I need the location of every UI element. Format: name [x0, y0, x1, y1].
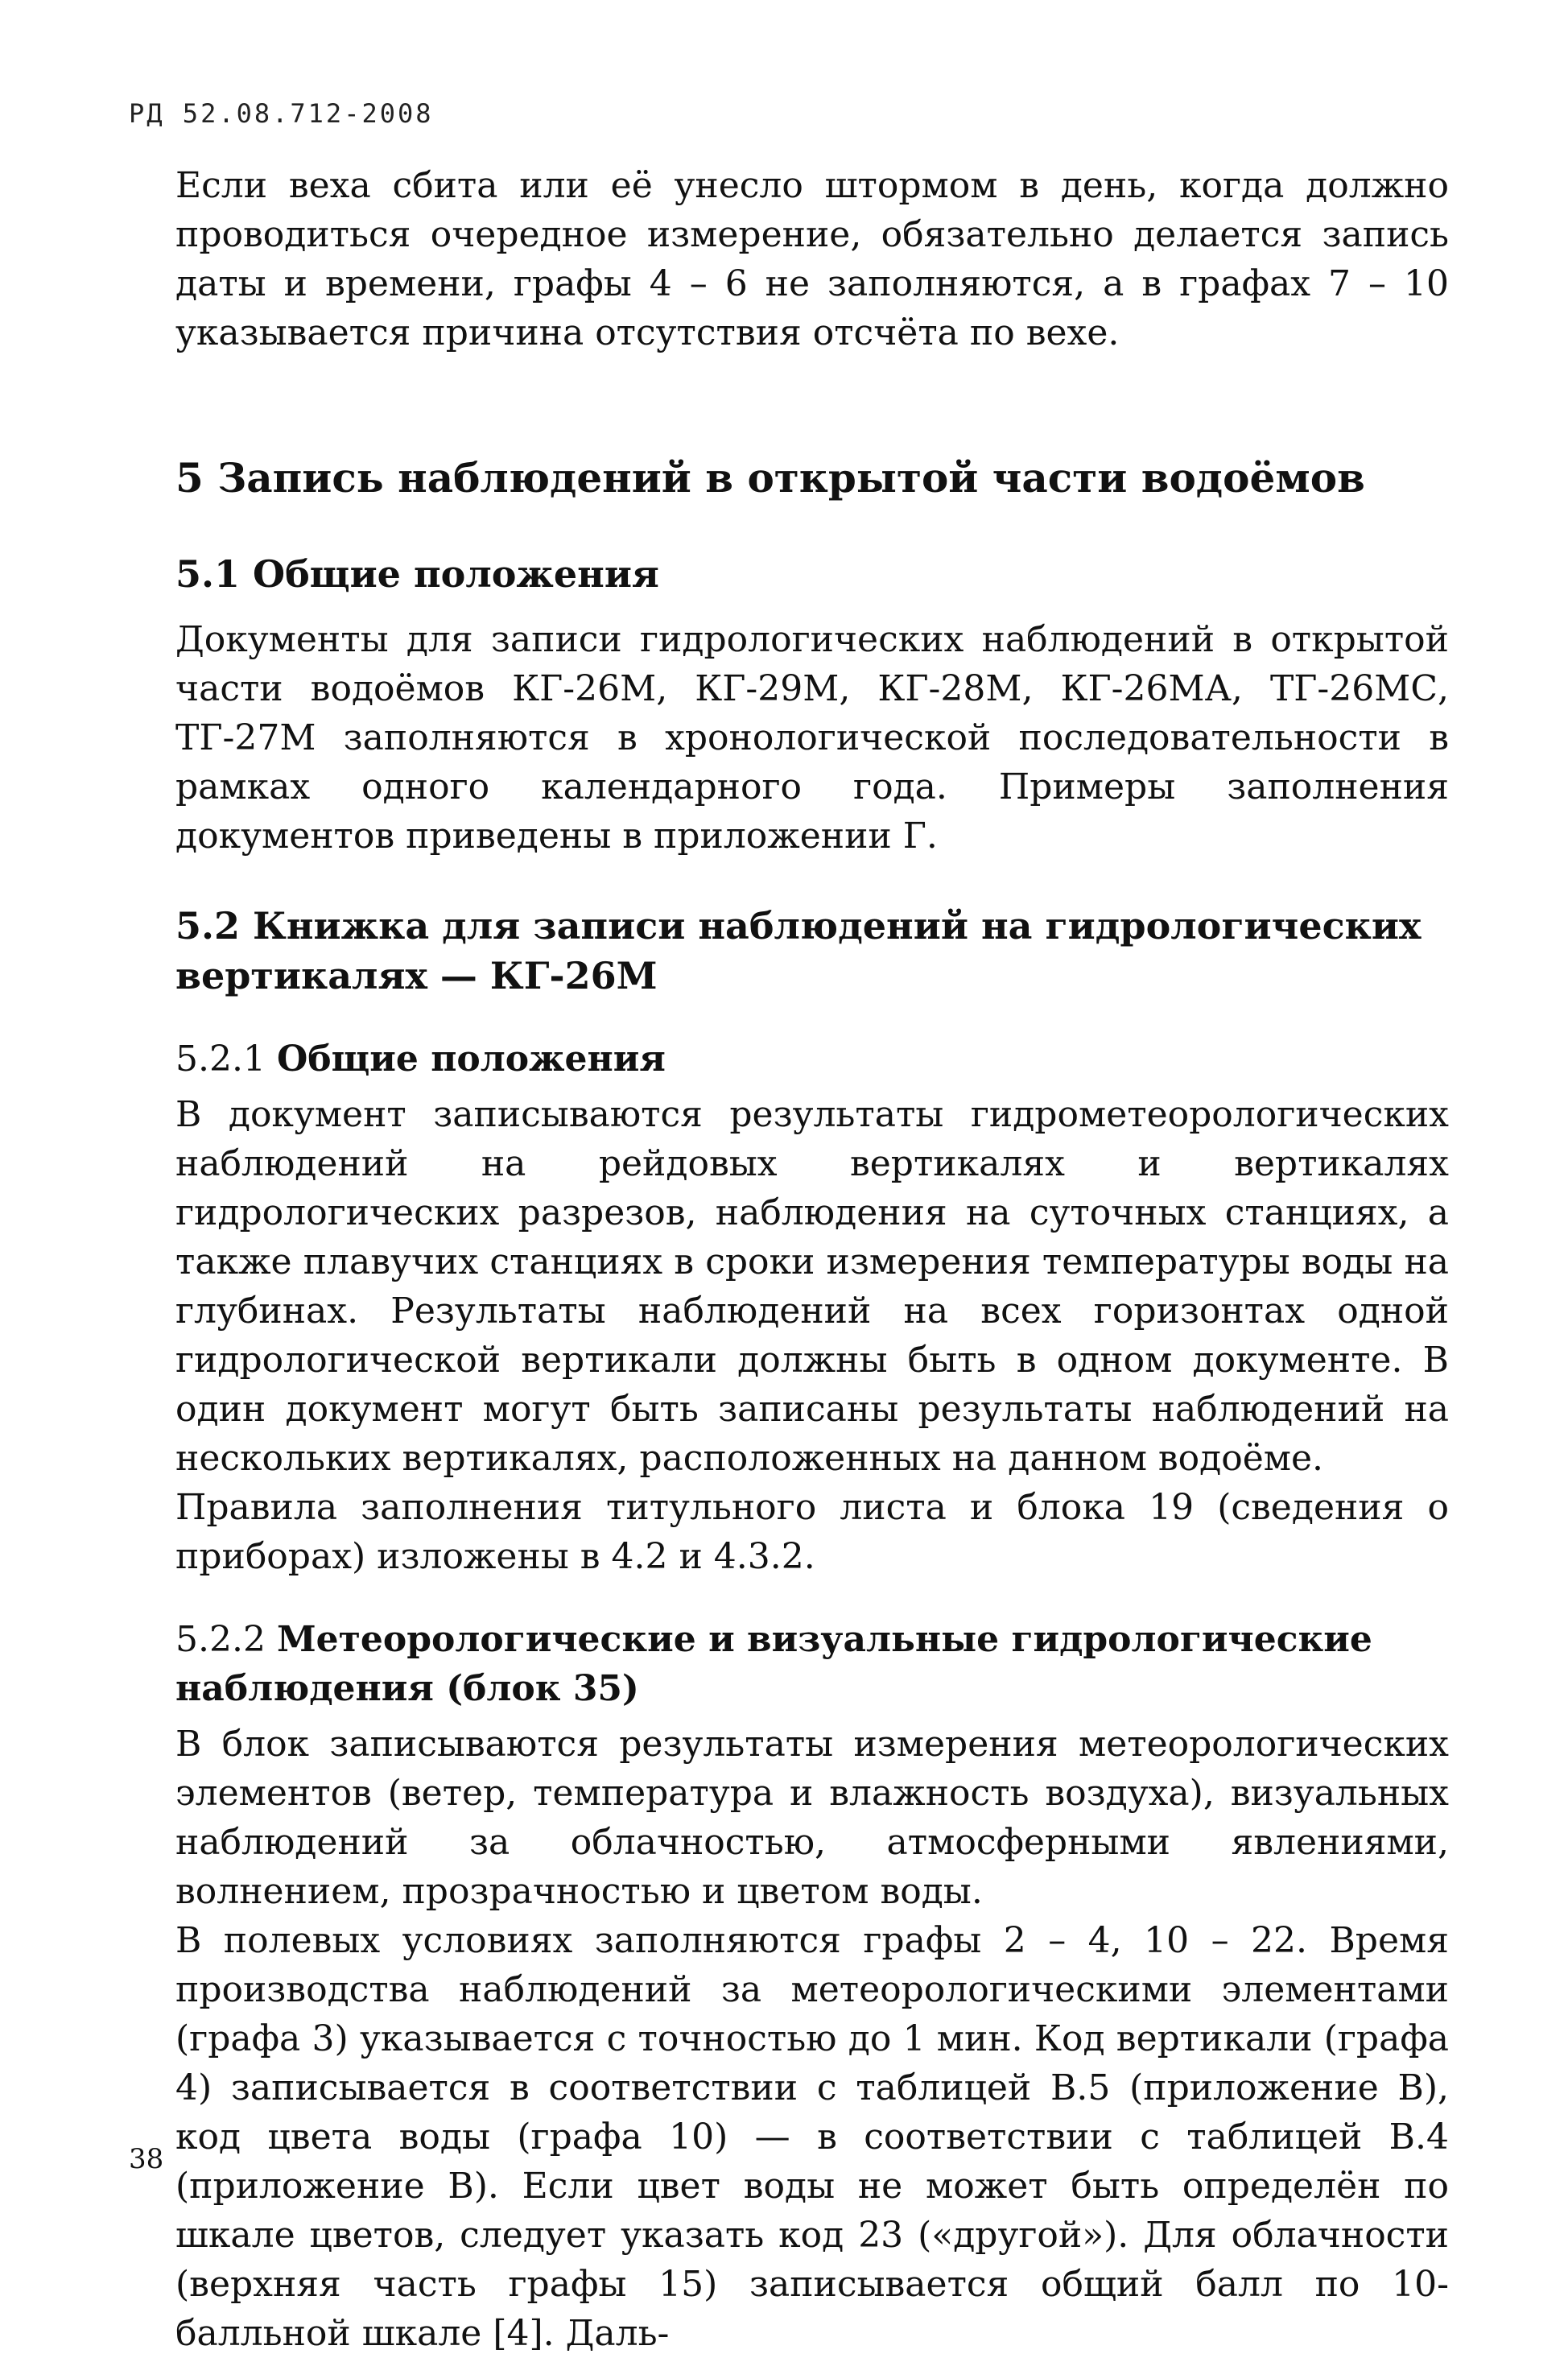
section-5-heading: 5 Запись наблюдений в открытой части водоёмов — [175, 454, 1365, 502]
section-5-2-1-heading — [175, 1034, 1449, 1084]
document-code-header: РД 52.08.712-2008 — [129, 98, 434, 129]
section-5-2-2-title: Метеорологические и визуальные гидрологические наблюдения (блок 35) — [175, 1619, 1372, 1709]
page-number: 38 — [129, 2143, 164, 2175]
paragraph-documents: Документы для записи гидрологических наблюдений в открытой части водоёмов КГ-26М, КГ-29М, КГ-28М, КГ-26МА, ТГ-26МС, ТГ-27М заполняются в хронологической последовательности в рамках одного календарного года. Примеры заполнения документов приведены в приложении Г. — [175, 619, 1449, 857]
page-content — [175, 161, 1449, 2358]
paragraph-title-page-rules: Правила заполнения титульного листа и блока 19 (сведения о приборах) изложены в 4.2 и 4.3.2. — [175, 1487, 1449, 1577]
section-5-2-1-number: 5.2.1 — [175, 1039, 266, 1080]
section-5-2-2-number: 5.2.2 — [175, 1619, 266, 1660]
section-5-2-2-heading — [175, 1615, 1449, 1713]
paragraph-veha: Если веха сбита или её унесло штормом в день, когда должно проводиться очередное измерение, обязательно делается запись даты и времени, графы 4 – 6 не заполняются, а в графах 7 – 10 указывается причина отсутствия отсчёта по вехе. — [175, 165, 1449, 353]
paragraph-document-records: В документ записываются результаты гидрометеорологических наблюдений на рейдовых вертикалях и вертикалях гидрологических разрезов, наблюдения на суточных станциях, а также плавучих станциях в сроки измерения температуры воды на глубинах. Результаты наблюдений на всех горизонтах одной гидрологической вертикали должны быть в одном документе. В один документ могут быть записаны результаты наблюдений на нескольких вертикалях, расположенных на данном водоёме. — [175, 1094, 1449, 1479]
paragraph-field-conditions: В полевых условиях заполняются графы 2 – 4, 10 – 22. Время производства наблюдений за метеорологическими элементами (графа 3) указывается с точностью до 1 мин. Код вертикали (графа 4) записывается в соответствии с таблицей В.5 (приложение В), код цвета воды (графа 10) — в соответствии с таблицей В.4 (приложение В). Если цвет воды не может быть определён по шкале цветов, следует указать код 23 («другой»). Для облачности (верхняя часть графы 15) записывается общий балл по 10-балльной шкале [4]. Даль- — [175, 1920, 1449, 2354]
section-5-2-1-title: Общие положения — [276, 1039, 666, 1080]
section-5-2-heading: 5.2 Книжка для записи наблюдений на гидрологических вертикалях — КГ-26М — [175, 904, 1422, 997]
section-5-1-heading: 5.1 Общие положения — [175, 552, 659, 596]
paragraph-block-records: В блок записываются результаты измерения метеорологических элементов (ветер, температура и влажность воздуха), визуальных наблюдений за облачностью, атмосферными явлениями, волнением, прозрачностью и цветом воды. — [175, 1724, 1449, 1912]
